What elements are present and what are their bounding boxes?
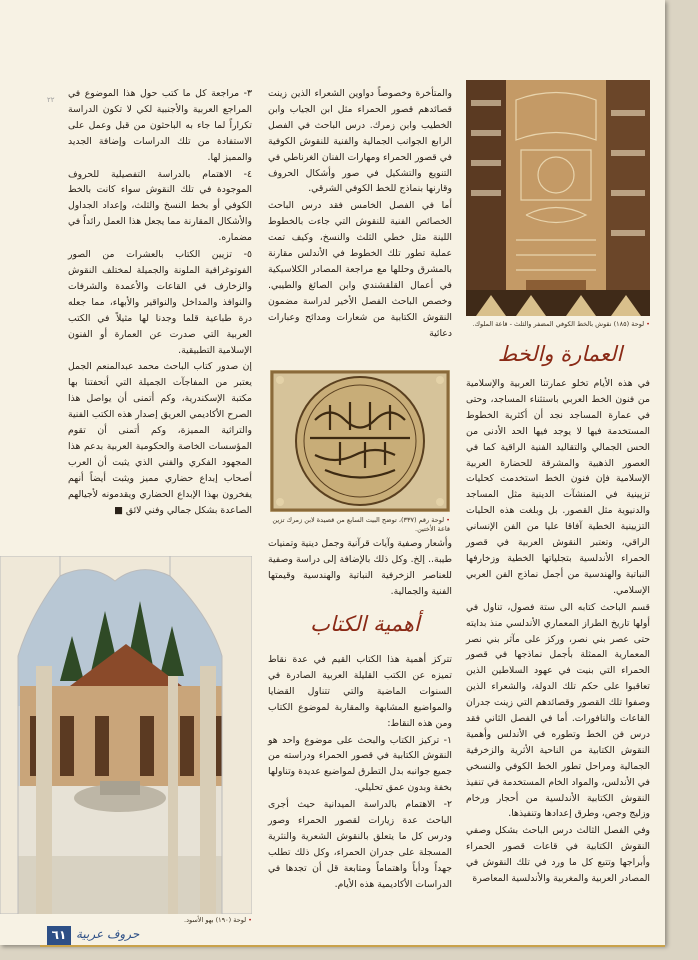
paragraph: وفي الفصل الثالث درس الباحث بشكل وصفي النقوش الكتابية في قاعات قصور الحمراء وأبراجها وتتبع كل ما ورد في تلك النقوش في المصادر العربية والمغربية والأندلسية المعاصرة	[466, 825, 650, 885]
carved-plaster-photo	[466, 80, 650, 316]
page-number: ٦١	[47, 926, 71, 945]
architecture-heading: العمارة والخط	[497, 342, 623, 366]
paragraph: إن صدور كتاب الباحث محمد عبدالمنعم الجمل يعتبر من المفاجآت الجميلة التي أتحفتنا بها مكتبة الإسكندرية، وكم أتمنى أن يواصل هذا الصرح الأكاديمي العريق إصدار هذه الكتب الفنية والتراثية المميزة، وكم أتمنى أن تقوم المؤسسات الخاصة والحكومية العربية بدعم هذا المجهود الفكري والفني الذي يثبت أن العرب أصحاب إبداع حضاري مميز ويثبت أيضاً أنهم يفخرون بهذا الإبداع الحضاري ويقدمونه لأجيالهم الصاعدة بشكل جمالي وفني لائق ■	[68, 361, 252, 516]
middle-column-after-medallion	[268, 536, 452, 601]
paragraph: أما في الفصل الخامس فقد درس الباحث الخصائص الفنية للنقوش التي جاءت بالخطوط اللينة مثل خطي الثلث والنسخ، وكيف تمت عملية تطور تلك الخطوط في الأندلس مقارنة بالمشرق وحللها مع مراجعة المصادر الكلاسيكية في أعمال القلقشندي وابن الصائغ والطيبي. وخصص الباحث الفصل الأخير لدراسة مضمون النقوش الكتابية من شعارات ومدائح وعبارات دعائية	[268, 200, 452, 339]
medallion-caption: • لوحة رقم (٣٣٧)، توضح البيت السابع من قصيدة لابن زمرك تزين قاعة الأختين.	[272, 516, 450, 533]
right-column	[466, 376, 650, 888]
paragraph: والمتأخرة وخصوصاً دواوين الشعراء الذين زينت قصائدهم قصور الحمراء مثل ابن الجياب وابن الخطيب وابن زمرك. درس الباحث في الفصل الرابع الجوانب الجمالية والفنية للنقوش الكوفية في قصور الحمراء ومهارات الفنان الغرناطي في التنويع والتشكيل في صور وأشكال الحروف وقارنها بنماذج للخط الكوفي الشرقي.	[268, 88, 452, 195]
paragraph: ٢- الاهتمام بالدراسة الميدانية حيث أجرى الباحث عدة زيارات لقصور الحمراء وصور ودرس كل ما يتعلق بالنقوش الشعرية والنثرية المسجلة على جدران الحمراء، وكل ذلك تطلب جهداً ودأباً واهتماماً ومتابعة قل أن تجدها في الدراسات الأكاديمية هذه الأيام.	[268, 799, 452, 890]
courtyard-caption: • لوحة (١٩٠) بهو الأسود.	[184, 916, 252, 924]
footer-rule	[40, 945, 665, 947]
paragraph: ١- تركيز الكتاب والبحث على موضوع واحد هو النقوش الكتابية في قصور الحمراء ودراسته من جميع جوانبه بدل التطرق لمواضيع عديدة وتناولها بخفة وبدون عمق تحليلي.	[268, 734, 452, 794]
paragraph: ٤- الاهتمام بالدراسة التفصيلية للحروف الموجودة في تلك النقوش سواء كانت بالخط الكوفي أو بخط النسخ والثلث، وإعداد الجداول والأشكال المقارنة مما يجعل هذا العمل رائداً في مضماره.	[68, 168, 252, 244]
paragraph: قسم الباحث كتابه الى ستة فصول، تناول في أولها تاريخ الطراز المعماري الأندلسي منذ بدايته حتى عصر بني نصر، وركز على مآثر بني نصر المعمارية الممثلة بأجمل نماذجها في قصور الحمراء التي بنيت في عهود السلاطين الذين تعاقبوا على حكم تلك الدولة، والشعراء الذين وصفوا تلك القصور وقصائدهم التي زينت جدران القاعات والنافورات. أما في الفصل الثاني فقد درس فن الخط وتطوره في الأندلس وأهمية النقوش الكتابية من الناحية الأثرية والزخرفية الجمالية ومراحل تطور الخط الكوفي والنسخي في الأندلس، والمواد الخام المستخدمة في تنفيذ النقوش الكتابية الأندلسية من أحجار ورخام وزليج وجص، وطرق إعدادها وتنفيذها.	[466, 601, 650, 820]
top-photo-caption: • لوحة (١٨٥) نقوش بالخط الكوفي المضفر والثلث - قاعة الملوك.	[472, 320, 650, 328]
paragraph: تتركز أهمية هذا الكتاب القيم في عدة نقاط تميزه عن الكتب القليلة العربية الصادرة في السنوات الماضية والتي تتناول القضايا والمواضيع المشابهة والمقاربة لموضوع الكتاب ومن هذه النقاط:	[268, 654, 452, 729]
paragraph: في هذه الأيام تخلو عمارتنا العربية والإسلامية من فنون الخط العربي باستثناء المساجد، وحتى في عمارة المساجد نجد أن أكثرية الخطوط المستخدمة فيها لا يوجد فيها الحد الأدنى من الحس الجمالي والتقاليد الفنية الراقية كما في العصور الذهبية والمشرقة للحضارة العربية الإسلامية فإن فنون الخط استخدمت كحليات تزيينية في المنشآت الدينية مثل المساجد والدنيوية مثل القصور. بل وبلغت هذه الحليات التزيينية الخطية آفاقا عليا من الفن الإنساني الراقي، وتعتبر النقوش العربية في قصور الحمراء الأندلسية بتجلياتها الخطية وزخارفها النباتية والهندسية من أجمل نماذج الفن العربي الإسلامي.	[466, 378, 650, 596]
book-importance-heading: أهمية الكتاب	[310, 612, 420, 636]
calligraphy-medallion-photo	[270, 370, 450, 512]
middle-column-top	[268, 86, 452, 343]
margin-mark: ٢٢	[47, 96, 55, 104]
paragraph: وأشعار وصفية وآيات قرآنية وجمل دينية وتمنيات طيبة.. إلخ. وكل ذلك بالإضافة إلى دراسة وصفية للعناصر الزخرفية النباتية والهندسية وقيمتها الفنية والجمالية.	[268, 538, 452, 597]
paragraph: ٥- تزيين الكتاب بالعشرات من الصور الفوتوغرافية الملونة والجميلة لمختلف النقوش والزخارف في القاعات والأعمدة والشرفات والنوافذ والمداخل والنواقير والأبهاء، مما جعله درة طباعية قلما وجدنا لها مثيلاً في الكتب العربية التي صدرت عن العمارة أو الفنون الإسلامية التطبيقية.	[68, 249, 252, 356]
middle-column-bottom	[268, 652, 452, 894]
magazine-name: حروف عربية	[76, 927, 140, 941]
left-column	[68, 86, 252, 519]
court-of-lions-photo	[0, 556, 252, 914]
paragraph: ٣- مراجعة كل ما كتب حول هذا الموضوع في المراجع العربية والأجنبية لكي لا تكون الدراسة تكراراً لما جاء به الباحثون من قبل وعمل على الاستفادة من تلك الدراسات وإضافة الجديد والمميز لها.	[68, 88, 252, 163]
